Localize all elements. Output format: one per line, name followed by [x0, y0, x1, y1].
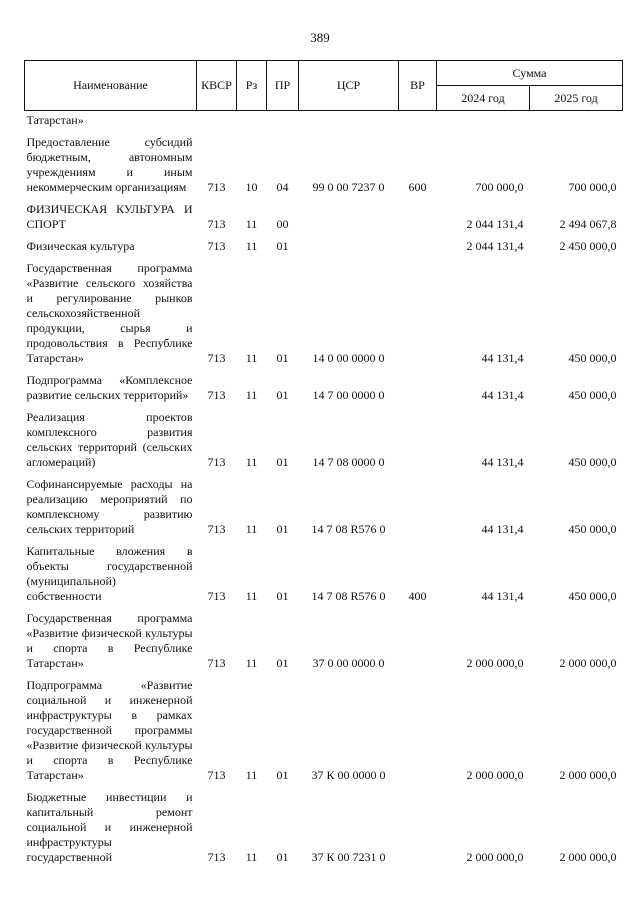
header-pr: ПР	[267, 61, 299, 111]
continuation-text: Татарстан»	[26, 113, 84, 127]
row-name: Физическая культура	[26, 239, 135, 253]
row-spacer-cell	[25, 232, 623, 239]
row-kvsr: 713	[207, 239, 226, 253]
row-pr: 01	[276, 768, 289, 782]
row-sum-2024: 44 131,4	[481, 388, 524, 402]
row-csr: 14 7 00 0000 0	[312, 388, 385, 402]
row-spacer	[25, 232, 623, 239]
row-spacer	[25, 537, 623, 544]
table-body	[25, 111, 623, 866]
row-sum-2024: 2 000 000,0	[466, 768, 524, 782]
row-spacer-cell	[25, 537, 623, 544]
row-spacer	[25, 195, 623, 202]
row-pr: 04	[276, 180, 289, 194]
row-spacer-cell	[25, 128, 623, 135]
row-sum-2024: 44 131,4	[481, 351, 524, 365]
header-year-2024: 2024 год	[437, 86, 530, 111]
row-rz: 11	[245, 239, 258, 253]
table-row	[25, 611, 623, 671]
row-sum-2025: 700 000,0	[568, 180, 617, 194]
row-rz: 11	[245, 850, 258, 864]
row-name: Государственная программа «Развитие сельского хозяйства и регулирование рынков сельскохозяйственной продукции, сырья и продовольствия в Республике Татарстан»	[26, 261, 193, 365]
table-row	[25, 135, 623, 195]
row-pr: 01	[276, 239, 289, 253]
row-pr: 01	[276, 850, 289, 864]
row-sum-2024: 2 044 131,4	[466, 217, 524, 231]
row-rz: 11	[245, 589, 258, 603]
row-name: Бюджетные инвестиции и капитальный ремонт социальной и инженерной инфраструктуры государственной	[26, 790, 193, 864]
row-pr: 01	[276, 455, 289, 469]
header-kvsr: КВСР	[197, 61, 237, 111]
row-spacer-cell	[25, 403, 623, 410]
row-rz: 11	[245, 217, 258, 231]
row-sum-2025: 450 000,0	[568, 455, 617, 469]
row-sum-2024: 44 131,4	[481, 589, 524, 603]
row-csr	[299, 239, 399, 254]
row-spacer	[25, 604, 623, 611]
row-sum-2025: 2 000 000,0	[559, 768, 617, 782]
row-name: Государственная программа «Развитие физической культуры и спорта в Республике Татарстан»	[26, 611, 193, 670]
header-name: Наименование	[25, 61, 197, 111]
row-sum-2025: 450 000,0	[568, 589, 617, 603]
row-pr: 01	[276, 656, 289, 670]
row-rz: 11	[245, 522, 258, 536]
row-spacer-cell	[25, 783, 623, 790]
row-spacer	[25, 403, 623, 410]
row-sum-2024: 2 000 000,0	[466, 850, 524, 864]
row-rz: 11	[245, 351, 258, 365]
row-vr	[399, 790, 437, 865]
row-csr: 14 0 00 0000 0	[312, 351, 385, 365]
row-name: ФИЗИЧЕСКАЯ КУЛЬТУРА И СПОРТ	[26, 202, 193, 231]
row-sum-2024: 700 000,0	[475, 180, 524, 194]
row-kvsr: 713	[207, 522, 226, 536]
row-sum-2024: 44 131,4	[481, 522, 524, 536]
table-header	[25, 61, 623, 111]
table-row	[25, 373, 623, 403]
continuation-row	[25, 111, 623, 129]
row-spacer-cell	[25, 604, 623, 611]
table-row	[25, 261, 623, 366]
table-row	[25, 544, 623, 604]
row-vr	[399, 678, 437, 783]
table-row	[25, 790, 623, 865]
row-pr: 00	[276, 217, 289, 231]
row-kvsr: 713	[207, 589, 226, 603]
row-name: Предоставление субсидий бюджетным, автономным учреждениям и иным некоммерческим организациям	[26, 135, 193, 194]
row-sum-2024: 44 131,4	[481, 455, 524, 469]
row-sum-2025: 450 000,0	[568, 351, 617, 365]
row-sum-2025: 2 450 000,0	[559, 239, 617, 253]
row-sum-2025: 2 000 000,0	[559, 850, 617, 864]
table-row	[25, 239, 623, 254]
row-kvsr: 713	[207, 351, 226, 365]
row-vr	[399, 611, 437, 671]
row-kvsr: 713	[207, 217, 226, 231]
row-spacer-cell	[25, 195, 623, 202]
row-name: Подпрограмма «Развитие социальной и инженерной инфраструктуры в рамках государственной программы «Развитие физической культуры и спорта в Республике Татарстан»	[26, 678, 193, 782]
row-csr: 37 К 00 7231 0	[311, 850, 386, 864]
row-spacer-cell	[25, 366, 623, 373]
row-kvsr: 713	[207, 180, 226, 194]
table-row	[25, 678, 623, 783]
row-csr: 99 0 00 7237 0	[312, 180, 385, 194]
row-csr	[299, 202, 399, 232]
table-row	[25, 202, 623, 232]
row-spacer	[25, 671, 623, 678]
row-rz: 11	[245, 455, 258, 469]
row-csr: 14 7 08 R576 0	[311, 522, 386, 536]
row-vr	[399, 373, 437, 403]
row-rz: 11	[245, 656, 258, 670]
row-csr: 37 К 00 0000 0	[311, 768, 386, 782]
row-vr	[399, 477, 437, 537]
row-sum-2024: 2 044 131,4	[466, 239, 524, 253]
row-sum-2024: 2 000 000,0	[466, 656, 524, 670]
page-number: 389	[310, 30, 330, 45]
row-kvsr: 713	[207, 388, 226, 402]
row-vr	[399, 410, 437, 470]
row-csr: 14 7 08 0000 0	[312, 455, 385, 469]
row-csr: 14 7 08 R576 0	[311, 589, 386, 603]
row-kvsr: 713	[207, 850, 226, 864]
header-year-2025: 2025 год	[530, 86, 623, 111]
row-spacer	[25, 254, 623, 261]
row-sum-2025: 2 494 067,8	[559, 217, 617, 231]
row-pr: 01	[276, 388, 289, 402]
row-name: Реализация проектов комплексного развития сельских территорий (сельских агломераций)	[26, 410, 193, 469]
budget-table	[24, 60, 623, 865]
row-kvsr: 713	[207, 656, 226, 670]
row-rz: 11	[245, 768, 258, 782]
row-kvsr: 713	[207, 455, 226, 469]
row-spacer	[25, 783, 623, 790]
row-spacer	[25, 470, 623, 477]
row-name: Софинансируемые расходы на реализацию мероприятий по комплексному развитию сельских территорий	[26, 477, 193, 536]
row-pr: 01	[276, 351, 289, 365]
header-rz: Рз	[237, 61, 267, 111]
header-vr: ВР	[399, 61, 437, 111]
row-name: Капитальные вложения в объекты государственной (муниципальной) собственности	[26, 544, 193, 603]
row-sum-2025: 2 000 000,0	[559, 656, 617, 670]
row-rz: 10	[245, 180, 258, 194]
table-row	[25, 477, 623, 537]
row-spacer	[25, 366, 623, 373]
row-vr	[399, 239, 437, 254]
table-row	[25, 410, 623, 470]
row-spacer-cell	[25, 671, 623, 678]
row-csr: 37 0 00 0000 0	[312, 656, 385, 670]
row-kvsr: 713	[207, 768, 226, 782]
header-sum: Сумма	[437, 61, 623, 86]
row-vr: 600	[408, 180, 427, 194]
row-vr	[399, 202, 437, 232]
row-spacer-cell	[25, 254, 623, 261]
header-csr: ЦСР	[299, 61, 399, 111]
row-vr	[399, 261, 437, 366]
row-name: Подпрограмма «Комплексное развитие сельских территорий»	[26, 373, 193, 402]
row-rz: 11	[245, 388, 258, 402]
row-pr: 01	[276, 589, 289, 603]
row-sum-2025: 450 000,0	[568, 388, 617, 402]
row-spacer	[25, 128, 623, 135]
row-vr: 400	[408, 589, 427, 603]
row-pr: 01	[276, 522, 289, 536]
row-spacer-cell	[25, 470, 623, 477]
row-sum-2025: 450 000,0	[568, 522, 617, 536]
